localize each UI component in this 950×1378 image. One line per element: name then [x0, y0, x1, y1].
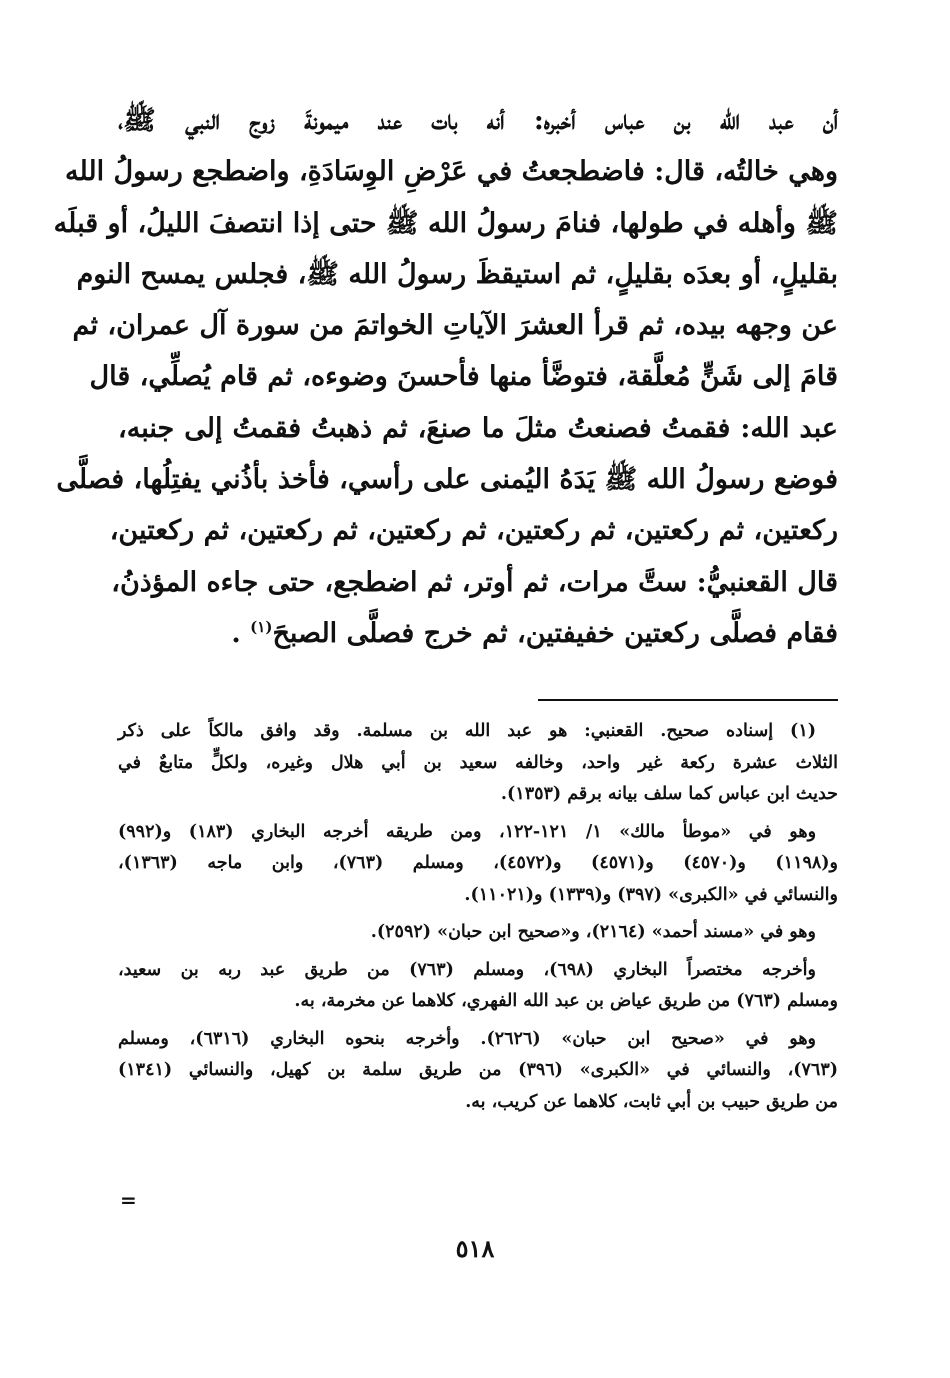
footnote-line: (٧٦٣)، والنسائي في «الكبرى» (٣٩٦) من طريق سلمة بن كهيل، والنسائي (١٣٤١)	[118, 1060, 838, 1080]
footnote-line: من طريق حبيب بن أبي ثابت، كلاهما عن كريب، به.	[465, 1091, 838, 1112]
main-text-line: ركعتين، ثم ركعتين، ثم ركعتين، ثم ركعتين، ثم ركعتين، ثم ركعتين،	[109, 515, 838, 547]
footnote-paragraph	[118, 716, 838, 811]
footnote-paragraph	[118, 1024, 838, 1119]
main-text-line: فقام فصلَّى ركعتين خفيفتين، ثم خرج فصلَّى الصبحَ	[272, 617, 838, 649]
page-number: ٥١٨	[455, 1234, 495, 1263]
main-text-line: عن وجهه بيده، ثم قرأ العشرَ الآياتِ الخواتمَ من سورة آل عمران، ثم	[72, 310, 838, 342]
main-text-last-line	[118, 608, 838, 659]
footnote-paragraph	[118, 817, 838, 912]
footnote-line: وهو في «مسند أحمد» (٢١٦٤)، و«صحيح ابن حبان» (٢٥٩٢).	[370, 922, 816, 942]
main-text-line: قال القعنبيُّ: ستَّ مرات، ثم أوتر، ثم اضطجع، حتى جاءه المؤذنُ،	[111, 566, 838, 598]
footnote-paragraph	[118, 955, 838, 1018]
main-text-line: بقليلٍ، أو بعدَه بقليلٍ، ثم استيقظَ رسولُ الله ﷺ، فجلس يمسح النوم	[76, 258, 838, 290]
main-text-line: فوضع رسولُ الله ﷺ يَدَهُ اليُمنى على رأسي، فأخذ بأذُني يفتِلُها، فصلَّى	[56, 464, 838, 496]
end-period: .	[231, 617, 241, 649]
main-text-line: قامَ إلى شَنٍّ مُعلَّقة، فتوضَّأ منها فأحسنَ وضوءه، ثم قام يُصلِّي، قال	[89, 361, 838, 393]
footnote-line: حديث ابن عباس كما سلف بيانه برقم (١٣٥٣).	[500, 784, 838, 804]
footnote-reference[interactable]: (١)	[250, 617, 273, 636]
footnote-line: والنسائي في «الكبرى» (٣٩٧) و(١٣٣٩) و(١١٠٢١).	[464, 884, 838, 905]
footnote-divider	[538, 699, 838, 701]
footnote-line: وهو في «موطأ مالك» ١/ ١٢١-١٢٢، ومن طريقه أخرجه البخاري (١٨٣) و(٩٩٢)	[118, 821, 817, 842]
main-text-line: أن عبد الله بن عباس أخبره: أنه بات عند ميمونةَ زوج النبي ﷺ،	[118, 105, 838, 136]
continuation-mark: =	[120, 1188, 137, 1212]
main-text-line: وهي خالتُه، قال: فاضطجعتُ في عَرْضِ الوِسَادَةِ، واضطجع رسولُ الله	[64, 156, 838, 188]
footnote-line: وهو في «صحيح ابن حبان» (٢٦٢٦). وأخرجه بنحوه البخاري (٦٣١٦)، ومسلم	[118, 1028, 816, 1049]
main-text	[53, 95, 838, 659]
footnote-line: (١) إسناده صحيح. القعنبي: هو عبد الله بن مسلمة. وقد وافق مالكاً على ذكر	[118, 721, 816, 741]
main-text-line: عبد الله: فقمتُ فصنعتُ مثلَ ما صنعَ، ثم ذهبتُ فقمتُ إلى جنبه،	[118, 412, 838, 444]
footnotes	[118, 716, 838, 1124]
footnote-paragraph	[118, 917, 838, 949]
footnote-line: و(١١٩٨) و(٤٥٧٠) و(٤٥٧١) و(٤٥٧٢)، ومسلم (٧٦٣)، وابن ماجه (١٣٦٣)،	[118, 853, 839, 873]
footnote-line: الثلاث عشرة ركعة غير واحد، وخالفه سعيد بن أبي هلال وغيره، ولكلٍّ متابعٌ في	[118, 752, 838, 773]
footnote-line: وأخرجه مختصراً البخاري (٦٩٨)، ومسلم (٧٦٣) من طريق عبد ربه بن سعيد،	[118, 959, 816, 980]
footnote-line: ومسلم (٧٦٣) من طريق عياض بن عبد الله الفهري، كلاهما عن مخرمة، به.	[294, 991, 838, 1011]
main-text-line: ﷺ وأهله في طولها، فنامَ رسولُ الله ﷺ حتى إذا انتصفَ الليلُ، أو قبلَه	[53, 207, 838, 239]
